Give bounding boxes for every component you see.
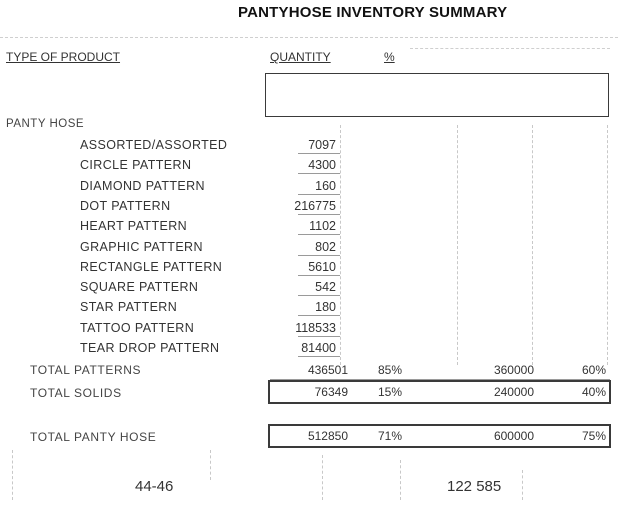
total-patterns-pct: 85% bbox=[377, 363, 402, 377]
item-quantity: 160 bbox=[315, 179, 336, 193]
total-patterns-value: 360000 bbox=[493, 363, 534, 377]
quantity-underline bbox=[298, 234, 340, 235]
item-name: DIAMOND PATTERN bbox=[80, 179, 205, 193]
total-panty-hose-qty: 512850 bbox=[307, 429, 348, 443]
grid-column-line bbox=[12, 450, 13, 500]
grid-column-line bbox=[607, 125, 608, 365]
grid-column-line bbox=[322, 455, 323, 500]
item-name: DOT PATTERN bbox=[80, 199, 171, 213]
quantity-underline bbox=[298, 275, 340, 276]
grid-column-line bbox=[532, 125, 533, 365]
quantity-underline bbox=[298, 315, 340, 316]
item-quantity: 81400 bbox=[301, 341, 336, 355]
item-quantity: 118533 bbox=[295, 321, 336, 335]
total-panty-hose-pct: 71% bbox=[377, 429, 402, 443]
item-name: RECTANGLE PATTERN bbox=[80, 260, 223, 274]
total-solids-value: 240000 bbox=[493, 385, 534, 399]
quantity-underline bbox=[298, 153, 340, 154]
total-patterns-label: TOTAL PATTERNS bbox=[30, 363, 142, 377]
total-panty-hose-pct2: 75% bbox=[581, 429, 606, 443]
item-name: TATTOO PATTERN bbox=[80, 321, 195, 335]
total-solids-label: TOTAL SOLIDS bbox=[30, 386, 122, 400]
section-label-panty-hose: PANTY HOSE bbox=[6, 118, 85, 130]
total-solids-qty: 76349 bbox=[314, 385, 348, 399]
header-percent: % bbox=[384, 50, 395, 64]
total-panty-hose-label: TOTAL PANTY HOSE bbox=[30, 430, 157, 444]
grid-line bbox=[410, 48, 610, 49]
item-name: STAR PATTERN bbox=[80, 300, 178, 314]
quantity-underline bbox=[298, 255, 340, 256]
item-quantity: 802 bbox=[315, 240, 336, 254]
item-name: HEART PATTERN bbox=[80, 219, 188, 233]
quantity-underline bbox=[298, 295, 340, 296]
item-quantity: 180 bbox=[315, 300, 336, 314]
total-panty-hose-value: 600000 bbox=[493, 429, 534, 443]
item-quantity: 542 bbox=[315, 280, 336, 294]
item-name: CIRCLE PATTERN bbox=[80, 158, 192, 172]
footer-right-number: 122 585 bbox=[447, 478, 502, 495]
quantity-underline bbox=[298, 214, 340, 215]
grid-column-line bbox=[210, 450, 211, 480]
item-name: ASSORTED/ASSORTED bbox=[80, 138, 228, 152]
item-quantity: 4300 bbox=[308, 158, 336, 172]
total-solids-pct2: 40% bbox=[581, 385, 606, 399]
grid-column-line bbox=[340, 125, 341, 365]
quantity-underline bbox=[298, 194, 340, 195]
quantity-underline bbox=[298, 356, 340, 357]
total-solids-pct: 15% bbox=[377, 385, 402, 399]
item-quantity: 1102 bbox=[309, 219, 336, 233]
grid-column-line bbox=[457, 125, 458, 365]
empty-header-box bbox=[265, 73, 609, 117]
item-name: TEAR DROP PATTERN bbox=[80, 341, 220, 355]
total-patterns-qty: 436501 bbox=[307, 363, 348, 377]
item-name: SQUARE PATTERN bbox=[80, 280, 199, 294]
grid-line bbox=[0, 37, 618, 38]
item-quantity: 5610 bbox=[308, 260, 336, 274]
footer-left-code: 44-46 bbox=[135, 478, 174, 495]
document-title: PANTYHOSE INVENTORY SUMMARY bbox=[238, 4, 508, 21]
quantity-underline bbox=[298, 336, 340, 337]
item-quantity: 216775 bbox=[294, 199, 336, 213]
quantity-underline bbox=[298, 173, 340, 174]
header-type-of-product: TYPE OF PRODUCT bbox=[6, 50, 121, 64]
grid-column-line bbox=[522, 470, 523, 500]
total-patterns-pct2: 60% bbox=[581, 363, 606, 377]
item-quantity: 7097 bbox=[308, 138, 336, 152]
item-name: GRAPHIC PATTERN bbox=[80, 240, 203, 254]
header-quantity: QUANTITY bbox=[270, 50, 331, 64]
grid-column-line bbox=[400, 460, 401, 500]
